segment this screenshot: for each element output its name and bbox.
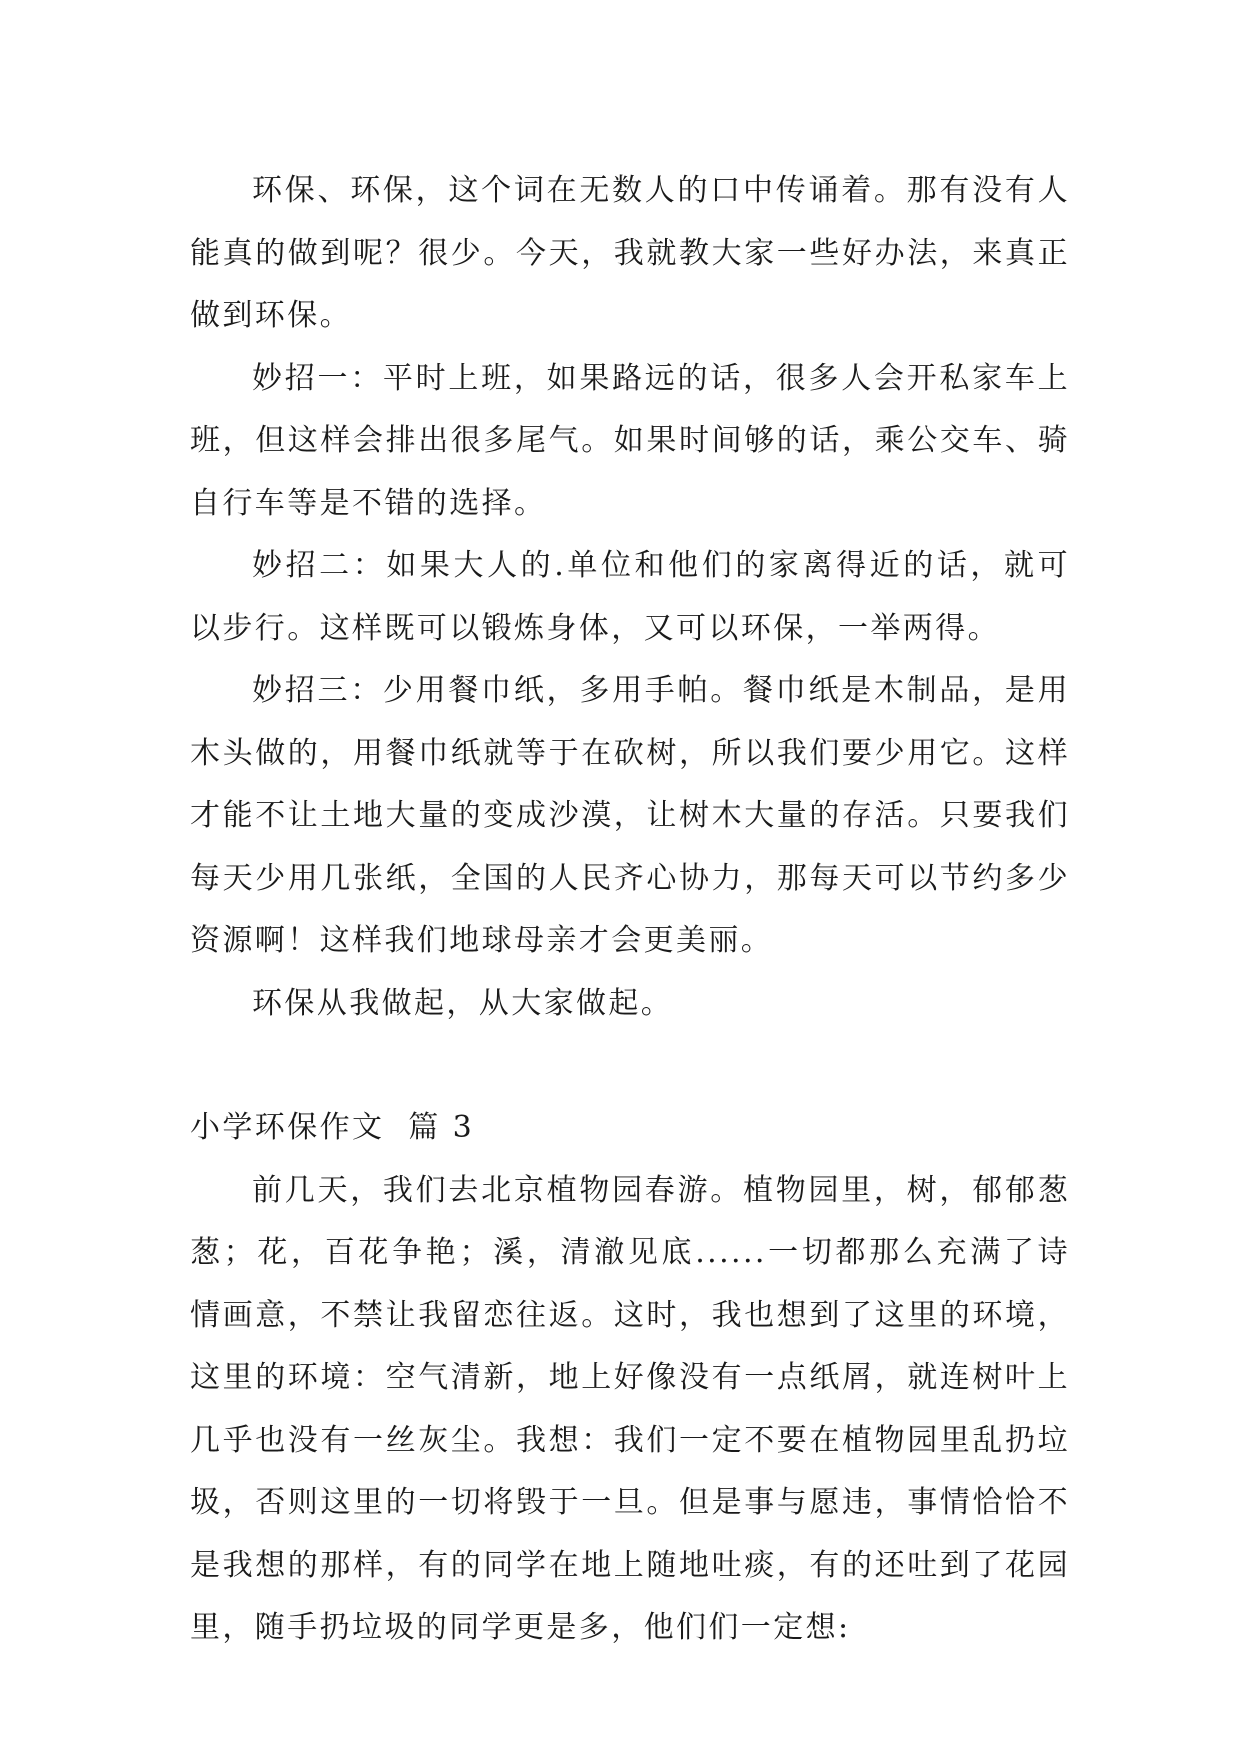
document-page — [190, 160, 1070, 1660]
section-heading: 小学环保作文 篇 3 — [190, 1110, 475, 1145]
paragraph-tip-2: 妙招二：如果大人的.单位和他们的家离得近的话，就可以步行。这样既可以锻炼身体，又可以环保，一举两得。 — [190, 548, 1070, 646]
section-spacer — [190, 1035, 1070, 1097]
paragraph-tip-1: 妙招一：平时上班，如果路远的话，很多人会开私家车上班，但这样会排出很多尾气。如果时间够的话，乘公交车、骑自行车等是不错的选择。 — [190, 360, 1070, 521]
paragraph-essay-3: 前几天，我们去北京植物园春游。植物园里，树，郁郁葱葱；花，百花争艳；溪，清澈见底......一切都那么充满了诗情画意，不禁让我留恋往返。这时，我也想到了这里的环境，这里的环境：空气清新，地上好像没有一点纸屑，就连树叶上几乎也没有一丝灰尘。我想：我们一定不要在植物园里乱扔垃圾，否则这里的一切将毁于一旦。但是事与愿违，事情恰恰不是我想的那样，有的同学在地上随地吐痰，有的还吐到了花园里，随手扔垃圾的同学更是多，他们们一定想: — [190, 1172, 1070, 1645]
paragraph-conclusion: 环保从我做起，从大家做起。 — [252, 985, 674, 1021]
paragraph-intro: 环保、环保，这个词在无数人的口中传诵着。那有没有人能真的做到呢？很少。今天，我就教大家一些好办法，来真正做到环保。 — [190, 173, 1070, 333]
paragraph-tip-3: 妙招三：少用餐巾纸，多用手帕。餐巾纸是木制品，是用木头做的，用餐巾纸就等于在砍树，所以我们要少用它。这样才能不让土地大量的变成沙漠，让树木大量的存活。只要我们每天少用几张纸，全国的人民齐心协力，那每天可以节约多少资源啊！这样我们地球母亲才会更美丽。 — [190, 673, 1070, 958]
